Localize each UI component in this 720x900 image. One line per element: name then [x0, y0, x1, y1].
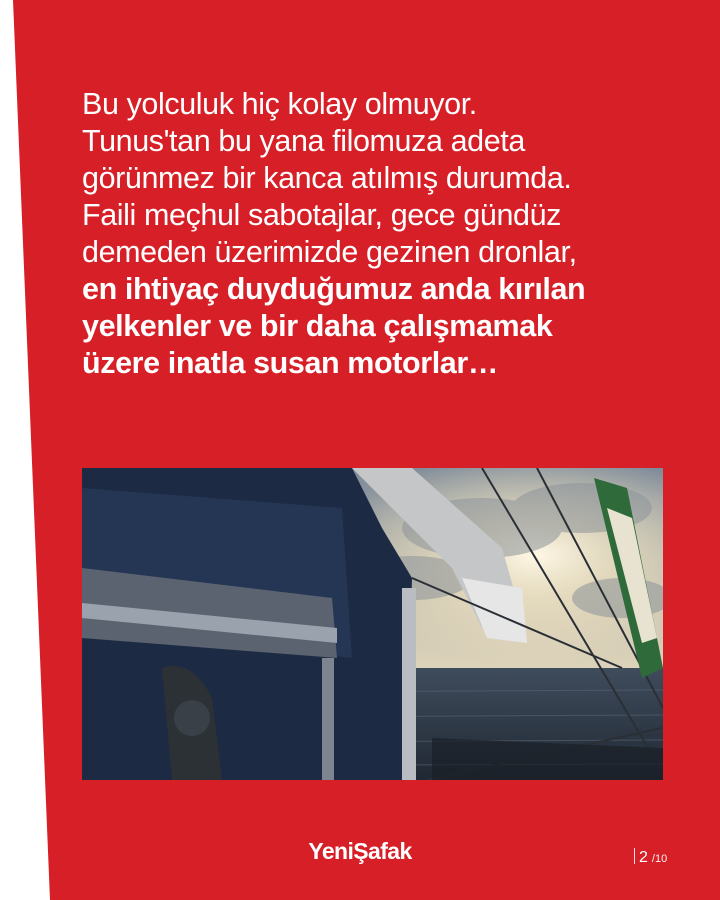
- sailboat-deck-photo-icon: [82, 468, 663, 780]
- text-line: Bu yolculuk hiç kolay olmuyor.: [82, 87, 477, 121]
- text-line: görünmez bir kanca atılmış durumda.: [82, 161, 572, 195]
- text-line: demeden üzerimizde gezinen dronlar,: [82, 235, 577, 269]
- text-line-bold: yelkenler ve bir daha çalışmamak: [82, 309, 553, 343]
- body-text: [82, 86, 692, 382]
- sailboat-photo: [82, 468, 663, 780]
- text-line-bold: en ihtiyaç duyduğumuz anda kırılan: [82, 272, 586, 306]
- text-line-bold: üzere inatla susan motorlar…: [82, 346, 498, 380]
- brand-logo: YeniŞafak: [308, 838, 412, 864]
- pager-current: 2: [639, 849, 648, 866]
- pager-total: /10: [651, 853, 668, 865]
- pager-divider: [634, 848, 635, 864]
- page-indicator: [634, 846, 667, 867]
- text-line: Faili meçhul sabotajlar, gece gündüz: [82, 198, 561, 232]
- text-line: Tunus'tan bu yana filomuza adeta: [82, 124, 525, 158]
